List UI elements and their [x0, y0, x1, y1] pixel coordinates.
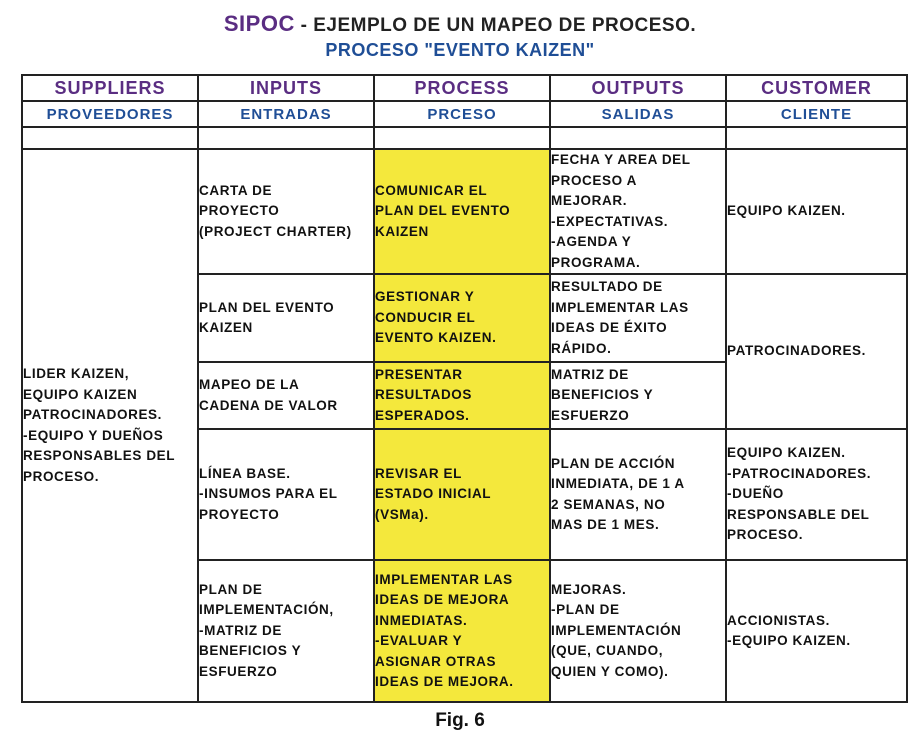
table-row [22, 149, 907, 274]
figure-caption: Fig. 6 [435, 710, 485, 731]
spacer-cell [726, 127, 907, 149]
title-rest: - EJEMPLO DE UN MAPEO DE PROCESO. [294, 15, 697, 36]
output-cell: RESULTADO DE IMPLEMENTAR LAS IDEAS DE ÉXITO RÁPIDO. [550, 274, 726, 362]
input-cell: CARTA DE PROYECTO (PROJECT CHARTER) [198, 149, 374, 274]
header-inputs: INPUTS [198, 75, 374, 101]
header-proveedores: PROVEEDORES [22, 101, 198, 127]
customer-cell: ACCIONISTAS. -EQUIPO KAIZEN. [726, 560, 907, 702]
input-cell: MAPEO DE LA CADENA DE VALOR [198, 362, 374, 429]
customer-cell: EQUIPO KAIZEN. -PATROCINADORES. -DUEÑO RESPONSABLE DEL PROCESO. [726, 429, 907, 560]
output-cell: FECHA Y AREA DEL PROCESO A MEJORAR. -EXPECTATIVAS. -AGENDA Y PROGRAMA. [550, 149, 726, 274]
spacer-row [22, 127, 907, 149]
process-cell: REVISAR EL ESTADO INICIAL (VSMa). [374, 429, 550, 560]
header-cliente: CLIENTE [726, 101, 907, 127]
header-row-english [22, 75, 907, 101]
process-cell: PRESENTAR RESULTADOS ESPERADOS. [374, 362, 550, 429]
spacer-cell [550, 127, 726, 149]
customer-cell: PATROCINADORES. [726, 274, 907, 429]
page-title [0, 12, 920, 38]
suppliers-cell: LIDER KAIZEN, EQUIPO KAIZEN PATROCINADORES. -EQUIPO Y DUEÑOS RESPONSABLES DEL PROCESO. [22, 149, 198, 702]
sipoc-table [21, 74, 908, 703]
process-cell: COMUNICAR EL PLAN DEL EVENTO KAIZEN [374, 149, 550, 274]
header-row-spanish [22, 101, 907, 127]
input-cell: PLAN DE IMPLEMENTACIÓN, -MATRIZ DE BENEFICIOS Y ESFUERZO [198, 560, 374, 702]
output-cell: PLAN DE ACCIÓN INMEDIATA, DE 1 A 2 SEMANAS, NO MAS DE 1 MES. [550, 429, 726, 560]
input-cell: LÍNEA BASE. -INSUMOS PARA EL PROYECTO [198, 429, 374, 560]
process-cell: IMPLEMENTAR LAS IDEAS DE MEJORA INMEDIATAS. -EVALUAR Y ASIGNAR OTRAS IDEAS DE MEJORA. [374, 560, 550, 702]
output-cell: MATRIZ DE BENEFICIOS Y ESFUERZO [550, 362, 726, 429]
header-salidas: SALIDAS [550, 101, 726, 127]
spacer-cell [374, 127, 550, 149]
header-entradas: ENTRADAS [198, 101, 374, 127]
customer-cell: EQUIPO KAIZEN. [726, 149, 907, 274]
page-subtitle: PROCESO "EVENTO KAIZEN" [325, 40, 595, 60]
spacer-cell [22, 127, 198, 149]
header-customer: CUSTOMER [726, 75, 907, 101]
input-cell: PLAN DEL EVENTO KAIZEN [198, 274, 374, 362]
title-prefix: SIPOC [223, 11, 295, 36]
process-cell: GESTIONAR Y CONDUCIR EL EVENTO KAIZEN. [374, 274, 550, 362]
output-cell: MEJORAS. -PLAN DE IMPLEMENTACIÓN (QUE, CUANDO, QUIEN Y COMO). [550, 560, 726, 702]
spacer-cell [198, 127, 374, 149]
header-proceso: PRCESO [374, 101, 550, 127]
header-process: PROCESS [374, 75, 550, 101]
header-suppliers: SUPPLIERS [22, 75, 198, 101]
header-outputs: OUTPUTS [550, 75, 726, 101]
